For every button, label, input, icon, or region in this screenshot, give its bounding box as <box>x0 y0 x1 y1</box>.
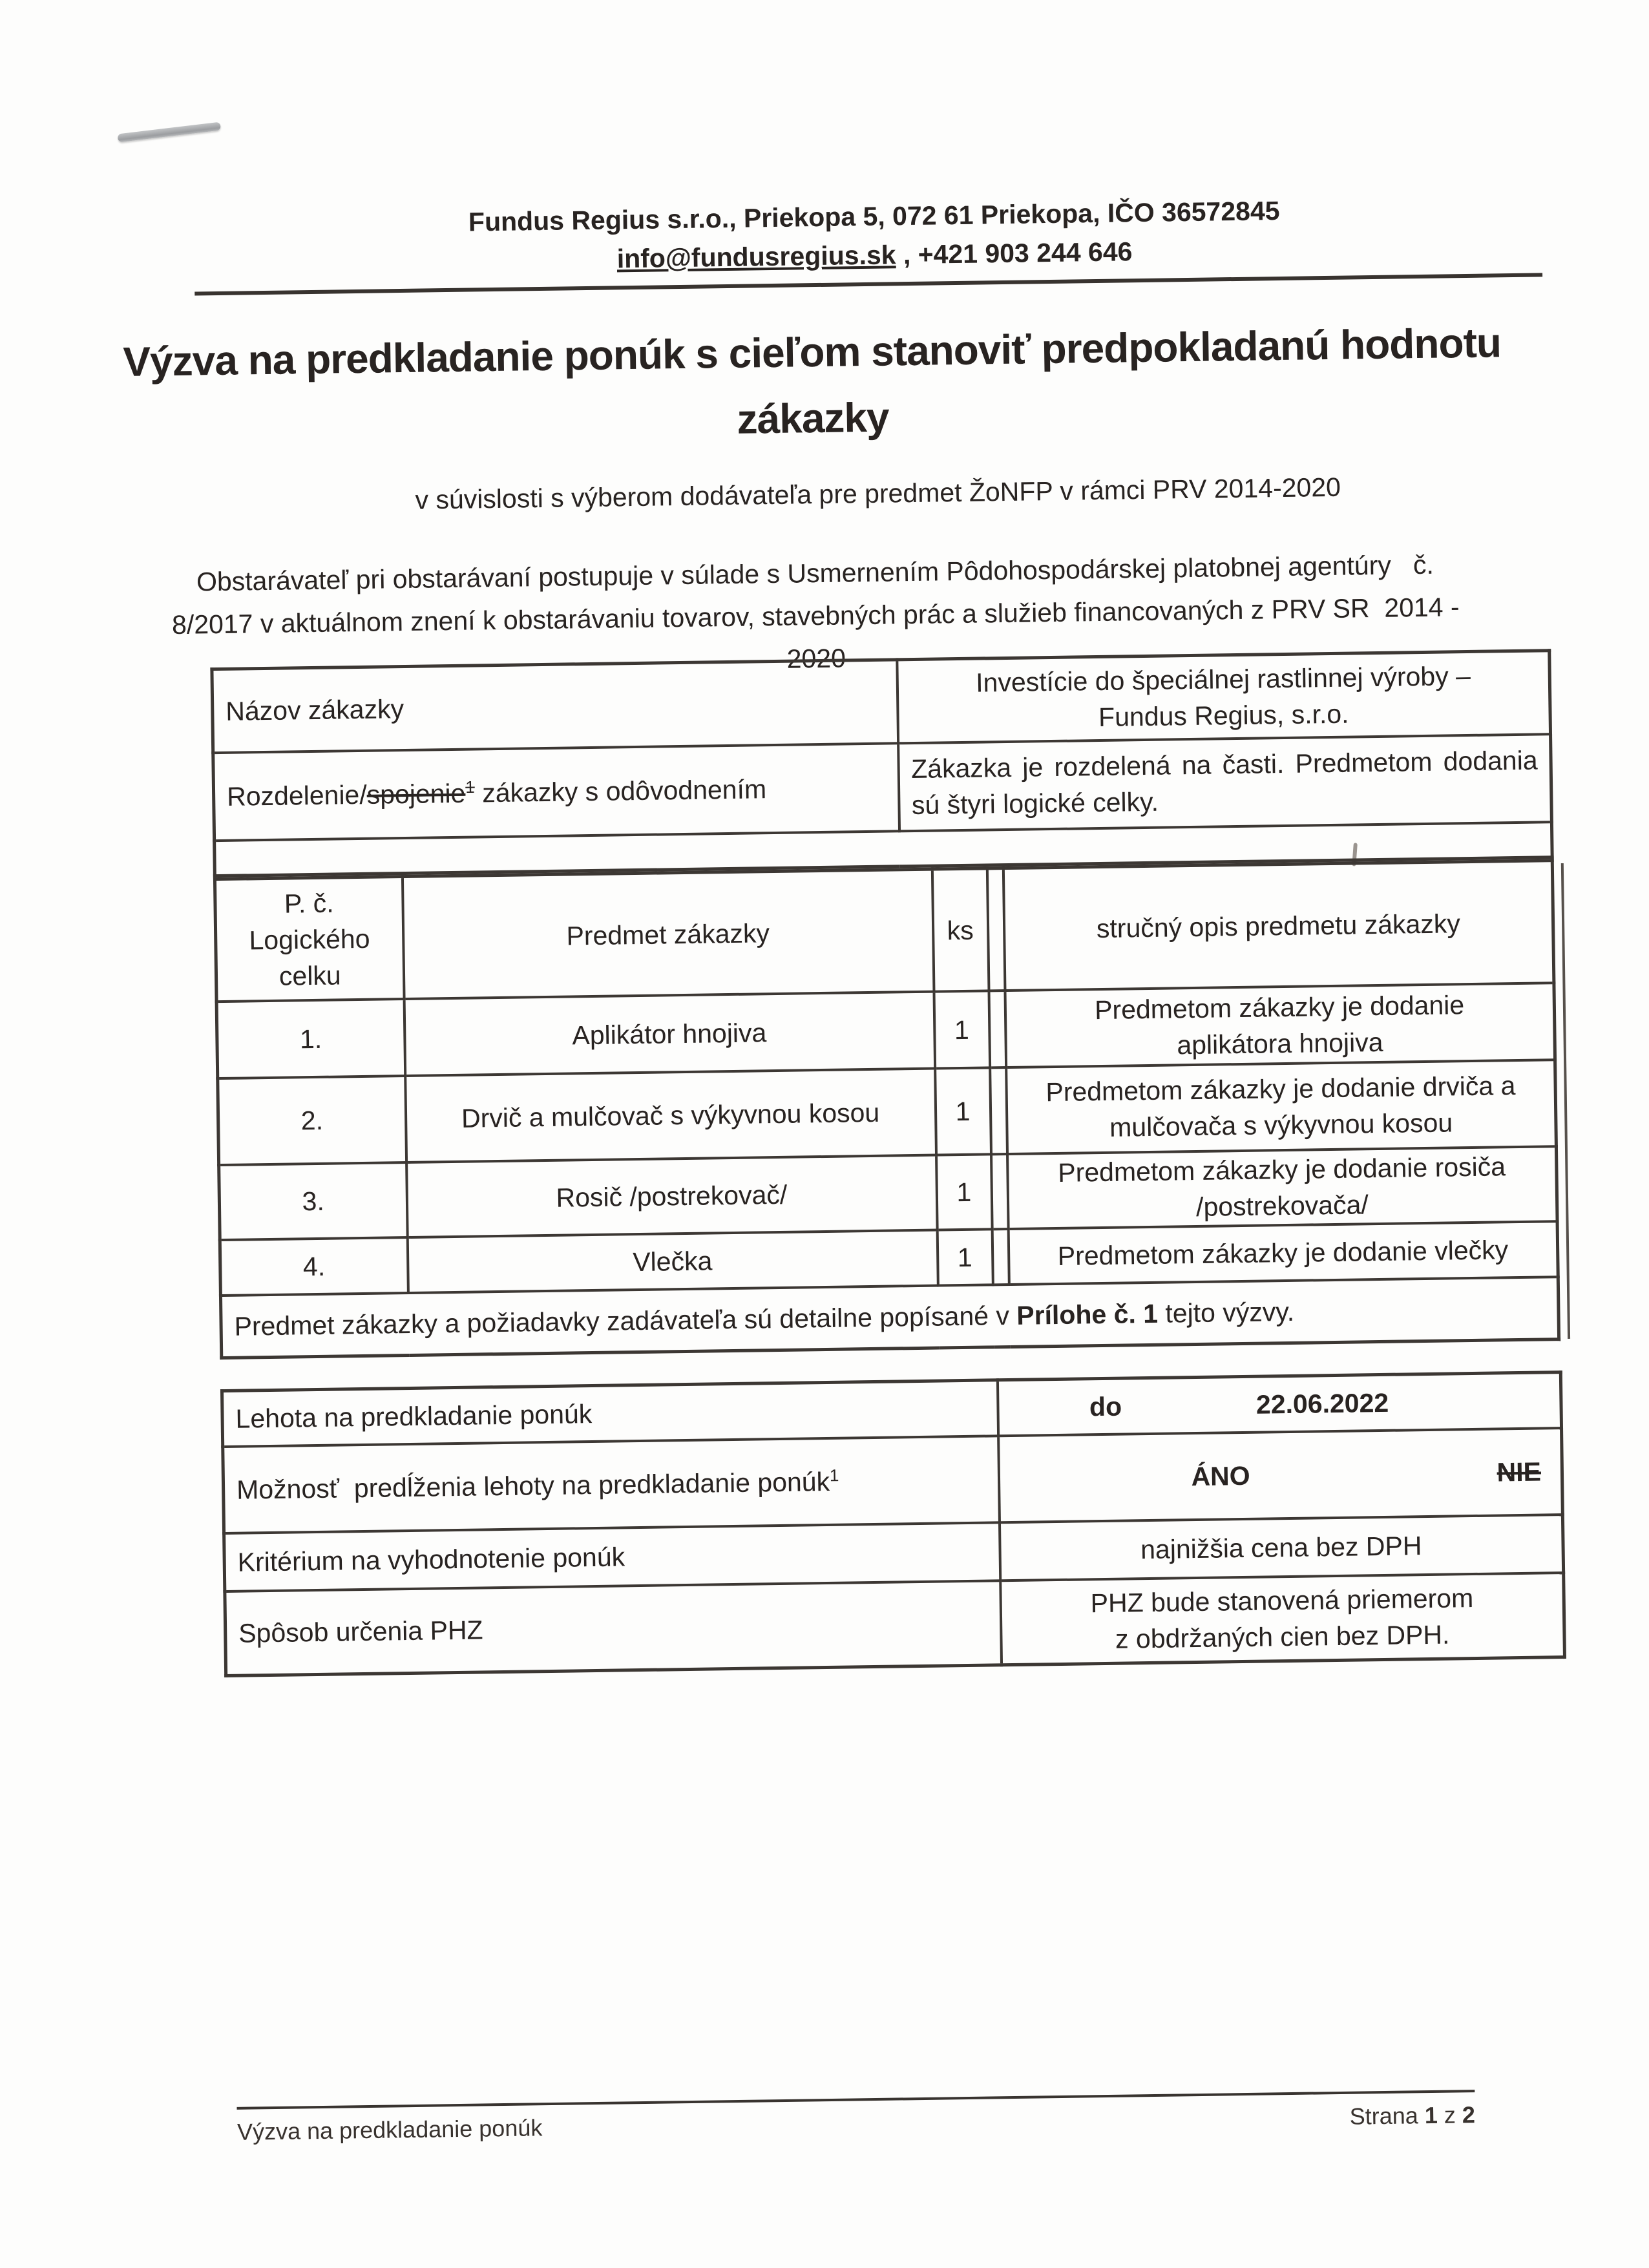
cell-rozdelenie-label <box>213 743 899 841</box>
nazov-value-line-1: Investície do špeciálnej rastlinnej výroby – <box>975 660 1471 698</box>
table-row <box>225 1573 1565 1675</box>
logical-units-table <box>213 859 1560 1360</box>
document-title <box>116 310 1509 461</box>
rozdelenie-suffix: zákazky s odôvodnením <box>474 774 767 808</box>
page-footer <box>237 2101 1475 2146</box>
cell-nazov-label <box>212 660 898 753</box>
moznost-label-text: Možnosť predĺženia lehoty na predkladanie ponúk <box>236 1466 830 1505</box>
table-header-row <box>215 861 1553 1002</box>
cell-spacer <box>992 1229 1009 1285</box>
page-total: 2 <box>1462 2101 1476 2128</box>
cell-moznost-value <box>998 1428 1563 1522</box>
cell-ks: 1 <box>935 1067 991 1155</box>
moznost-footnote-mark: 1 <box>829 1465 839 1486</box>
cell-moznost-label <box>223 1436 1000 1533</box>
cell-row-number: 2. <box>218 1076 406 1165</box>
opis-text: Predmetom zákazky je dodanie aplikátora hnojiva <box>1094 989 1465 1060</box>
cell-nazov-value <box>897 651 1551 744</box>
intro-line-3: 2020 <box>786 643 846 674</box>
opis-text: Predmetom zákazky je dodanie rosiča /postrekovača/ <box>1057 1151 1506 1222</box>
letterhead <box>205 187 1543 284</box>
header-ks: ks <box>932 868 989 992</box>
cell-phz-value <box>1000 1573 1565 1665</box>
cell-ks: 1 <box>934 991 990 1068</box>
cell-opis <box>1007 1146 1558 1229</box>
terms-table <box>220 1370 1566 1677</box>
cell-opis <box>1005 983 1555 1067</box>
intro-line-2: 8/2017 v aktuálnom znení k obstarávaniu tovarov, stavebných prác a služieb financovaných z PRV SR 2014 - <box>171 592 1460 640</box>
cell-ks: 1 <box>936 1154 993 1230</box>
cell-lehota-value <box>997 1372 1561 1436</box>
option-nie-struck: NIE <box>1497 1456 1542 1487</box>
scan-artifact-double-border <box>1561 863 1570 1339</box>
document-subtitle: v súvislosti s výberom dodávateľa pre predmet ŽoNFP v rámci PRV 2014-2020 <box>415 472 1341 515</box>
intro-line-1: Obstarávateľ pri obstarávaní postupuje v súlade s Usmernením Pôdohospodárskej platobnej agentúry č. <box>196 549 1434 597</box>
cell-row-number: 3. <box>219 1162 408 1240</box>
header-pc-logickeho-celku: P. č. Logického celku <box>215 877 404 1002</box>
cell-spacer <box>991 1154 1009 1229</box>
cell-lehota-label: Lehota na predkladanie ponúk <box>222 1380 998 1447</box>
cell-rozdelenie-value <box>898 734 1552 831</box>
cell-opis <box>1008 1221 1558 1285</box>
option-ano: ÁNO <box>1191 1460 1250 1492</box>
phone-text: , +421 903 244 646 <box>896 236 1133 270</box>
cell-predmet: Drvič a mulčovač s výkyvnou kosou <box>405 1069 936 1162</box>
cell-kriterium-value: najnižšia cena bez DPH <box>999 1515 1563 1580</box>
cell-predmet: Rosič /postrekovač/ <box>406 1155 938 1237</box>
rozdelenie-footnote-mark: 1 <box>465 777 475 797</box>
cell-predmet: Vlečka <box>407 1230 938 1293</box>
nazov-value-line-2: Fundus Regius, s.r.o. <box>1098 698 1349 732</box>
cell-spacer <box>990 1067 1007 1154</box>
footer-page-indicator <box>1349 2101 1475 2130</box>
cell-phz-label: Spôsob určenia PHZ <box>225 1580 1002 1675</box>
items-footer-suffix: tejto výzvy. <box>1157 1296 1295 1328</box>
header-strucny-opis: stručný opis predmetu zákazky <box>1003 861 1554 991</box>
footer-document-name: Výzva na predkladanie ponúk <box>236 2114 543 2145</box>
zakazka-info-table <box>210 649 1553 877</box>
lehota-date: 22.06.2022 <box>1255 1387 1389 1420</box>
opis-text: Predmetom zákazky je dodanie vlečky <box>1057 1235 1509 1271</box>
items-footer-prefix: Predmet zákazky a požiadavky zadávateľa sú detailne popísané v <box>234 1300 1017 1341</box>
cell-predmet: Aplikátor hnojiva <box>404 992 935 1076</box>
phz-value-text: PHZ bude stanovená priemerom z obdržaných cien bez DPH. <box>1090 1583 1474 1654</box>
header-spacer <box>987 868 1005 991</box>
company-address-line: Fundus Regius s.r.o., Priekopa 5, 072 61 Priekopa, IČO 36572845 <box>468 196 1280 237</box>
cell-spacer <box>989 991 1006 1067</box>
rozdelenie-prefix: Rozdelenie/ <box>226 779 368 812</box>
opis-text: Predmetom zákazky je dodanie drviča a mulčovača s výkyvnou kosou <box>1045 1071 1516 1142</box>
cell-kriterium-label: Kritérium na vyhodnotenie ponúk <box>224 1522 1000 1591</box>
items-footer-priloha-ref: Prílohe č. 1 <box>1016 1298 1159 1330</box>
header-predmet-zakazky: Predmet zákazky <box>402 869 934 999</box>
cell-ks: 1 <box>937 1229 993 1285</box>
rozdelenie-struck-word: spojenie <box>366 778 466 810</box>
scan-artifact-mark <box>118 122 221 143</box>
lehota-prep: do <box>1089 1391 1122 1422</box>
cell-row-number: 1. <box>216 999 405 1078</box>
page-number: 1 <box>1424 2101 1438 2129</box>
nazov-label-text: Názov zákazky <box>225 693 404 726</box>
cell-row-number: 4. <box>220 1237 408 1296</box>
rozdelenie-value-text: Zákazka je rozdelená na časti. Predmetom dodania sú štyri logické celky. <box>910 745 1538 821</box>
title-line-2: zákazky <box>737 394 890 443</box>
title-line-1: Výzva na predkladanie ponúk s cieľom stanoviť predpokladanú hodnotu <box>122 319 1502 386</box>
email-link[interactable]: info@fundusregius.sk <box>616 240 896 274</box>
cell-opis <box>1006 1060 1557 1154</box>
page-label-prefix: Strana <box>1349 2102 1425 2130</box>
page-label-separator: z <box>1437 2101 1463 2128</box>
